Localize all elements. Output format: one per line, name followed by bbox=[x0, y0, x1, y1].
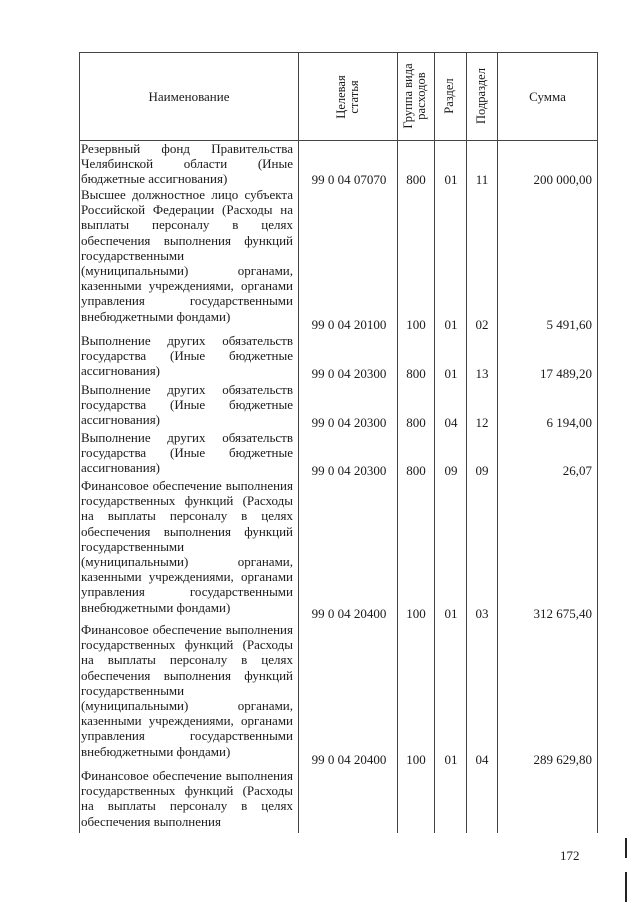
row-section: 09 bbox=[444, 463, 458, 478]
row-sum: 312 675,40 bbox=[533, 606, 592, 621]
row-section: 01 bbox=[444, 172, 458, 187]
row-group: 800 bbox=[406, 172, 426, 187]
row-subsection: 12 bbox=[475, 415, 489, 430]
table-divider bbox=[497, 52, 498, 833]
row-name: Высшее должностное лицо субъекта Российской Федерации (Расходы на выплаты персоналу в целях обеспечения выполнения функций государственными (муниципальными) органами, казенными учреждениями, органами управления государственными внебюджетными фондами) bbox=[81, 187, 293, 324]
header-code bbox=[335, 48, 361, 146]
row-subsection: 03 bbox=[475, 606, 489, 621]
row-code: 99 0 04 20300 bbox=[311, 463, 387, 478]
table-divider bbox=[466, 52, 467, 833]
row-code: 99 0 04 07070 bbox=[311, 172, 387, 187]
table-border-left bbox=[79, 52, 80, 833]
header-code-line1: Целевая bbox=[334, 75, 348, 119]
row-group: 100 bbox=[406, 317, 426, 332]
row-name: Финансовое обеспечение выполнения государственных функций (Расходы на выплаты персоналу в целях обеспечения выполнения функций государственными (муниципальными) органами, казенными учреждениями, органами управления государственными внебюджетными фондами) bbox=[81, 478, 293, 615]
table-divider bbox=[434, 52, 435, 833]
row-code: 99 0 04 20300 bbox=[311, 415, 387, 430]
row-name: Финансовое обеспечение выполнения государственных функций (Расходы на выплаты персоналу в целях обеспечения выполнения bbox=[81, 768, 293, 829]
table-border-right bbox=[597, 52, 598, 833]
row-name: Финансовое обеспечение выполнения государственных функций (Расходы на выплаты персоналу в целях обеспечения выполнения функций государственными (муниципальными) органами, казенными учреждениями, органами управления государственными внебюджетными фондами) bbox=[81, 622, 293, 759]
row-group: 800 bbox=[406, 366, 426, 381]
row-name: Резервный фонд Правительства Челябинской области (Иные бюджетные ассигнования) bbox=[81, 141, 293, 187]
row-sum: 17 489,20 bbox=[540, 366, 592, 381]
row-subsection: 09 bbox=[475, 463, 489, 478]
row-name: Выполнение других обязательств государства (Иные бюджетные ассигнования) bbox=[81, 430, 293, 476]
row-subsection: 11 bbox=[475, 172, 489, 187]
row-section: 01 bbox=[444, 752, 458, 767]
header-sum: Сумма bbox=[529, 89, 566, 104]
page-edge-mark bbox=[625, 838, 627, 858]
header-group-line2: расходов bbox=[414, 72, 428, 120]
header-group-line1: Группа вида bbox=[401, 63, 415, 129]
header-group bbox=[402, 56, 430, 136]
header-section: Раздел bbox=[442, 78, 456, 114]
row-group: 800 bbox=[406, 415, 426, 430]
row-subsection: 04 bbox=[475, 752, 489, 767]
row-sum: 26,07 bbox=[562, 463, 592, 478]
row-sum: 5 491,60 bbox=[546, 317, 592, 332]
row-section: 01 bbox=[444, 606, 458, 621]
table-divider bbox=[298, 52, 299, 833]
row-name: Выполнение других обязательств государства (Иные бюджетные ассигнования) bbox=[81, 333, 293, 379]
header-code-line2: статья bbox=[347, 80, 361, 114]
row-sum: 200 000,00 bbox=[533, 172, 592, 187]
row-section: 01 bbox=[444, 366, 458, 381]
row-subsection: 13 bbox=[475, 366, 489, 381]
row-code: 99 0 04 20400 bbox=[311, 752, 387, 767]
row-section: 01 bbox=[444, 317, 458, 332]
row-code: 99 0 04 20100 bbox=[311, 317, 387, 332]
header-name: Наименование bbox=[148, 89, 230, 104]
row-section: 04 bbox=[444, 415, 458, 430]
page-edge-mark bbox=[625, 872, 627, 902]
page-number: 172 bbox=[560, 848, 580, 863]
row-code: 99 0 04 20300 bbox=[311, 366, 387, 381]
row-group: 800 bbox=[406, 463, 426, 478]
table-divider bbox=[397, 52, 398, 833]
row-name: Выполнение других обязательств государства (Иные бюджетные ассигнования) bbox=[81, 382, 293, 428]
row-group: 100 bbox=[406, 752, 426, 767]
row-sum: 6 194,00 bbox=[546, 415, 592, 430]
header-subsection: Подраздел bbox=[474, 68, 488, 124]
row-code: 99 0 04 20400 bbox=[311, 606, 387, 621]
row-group: 100 bbox=[406, 606, 426, 621]
row-subsection: 02 bbox=[475, 317, 489, 332]
row-sum: 289 629,80 bbox=[533, 752, 592, 767]
